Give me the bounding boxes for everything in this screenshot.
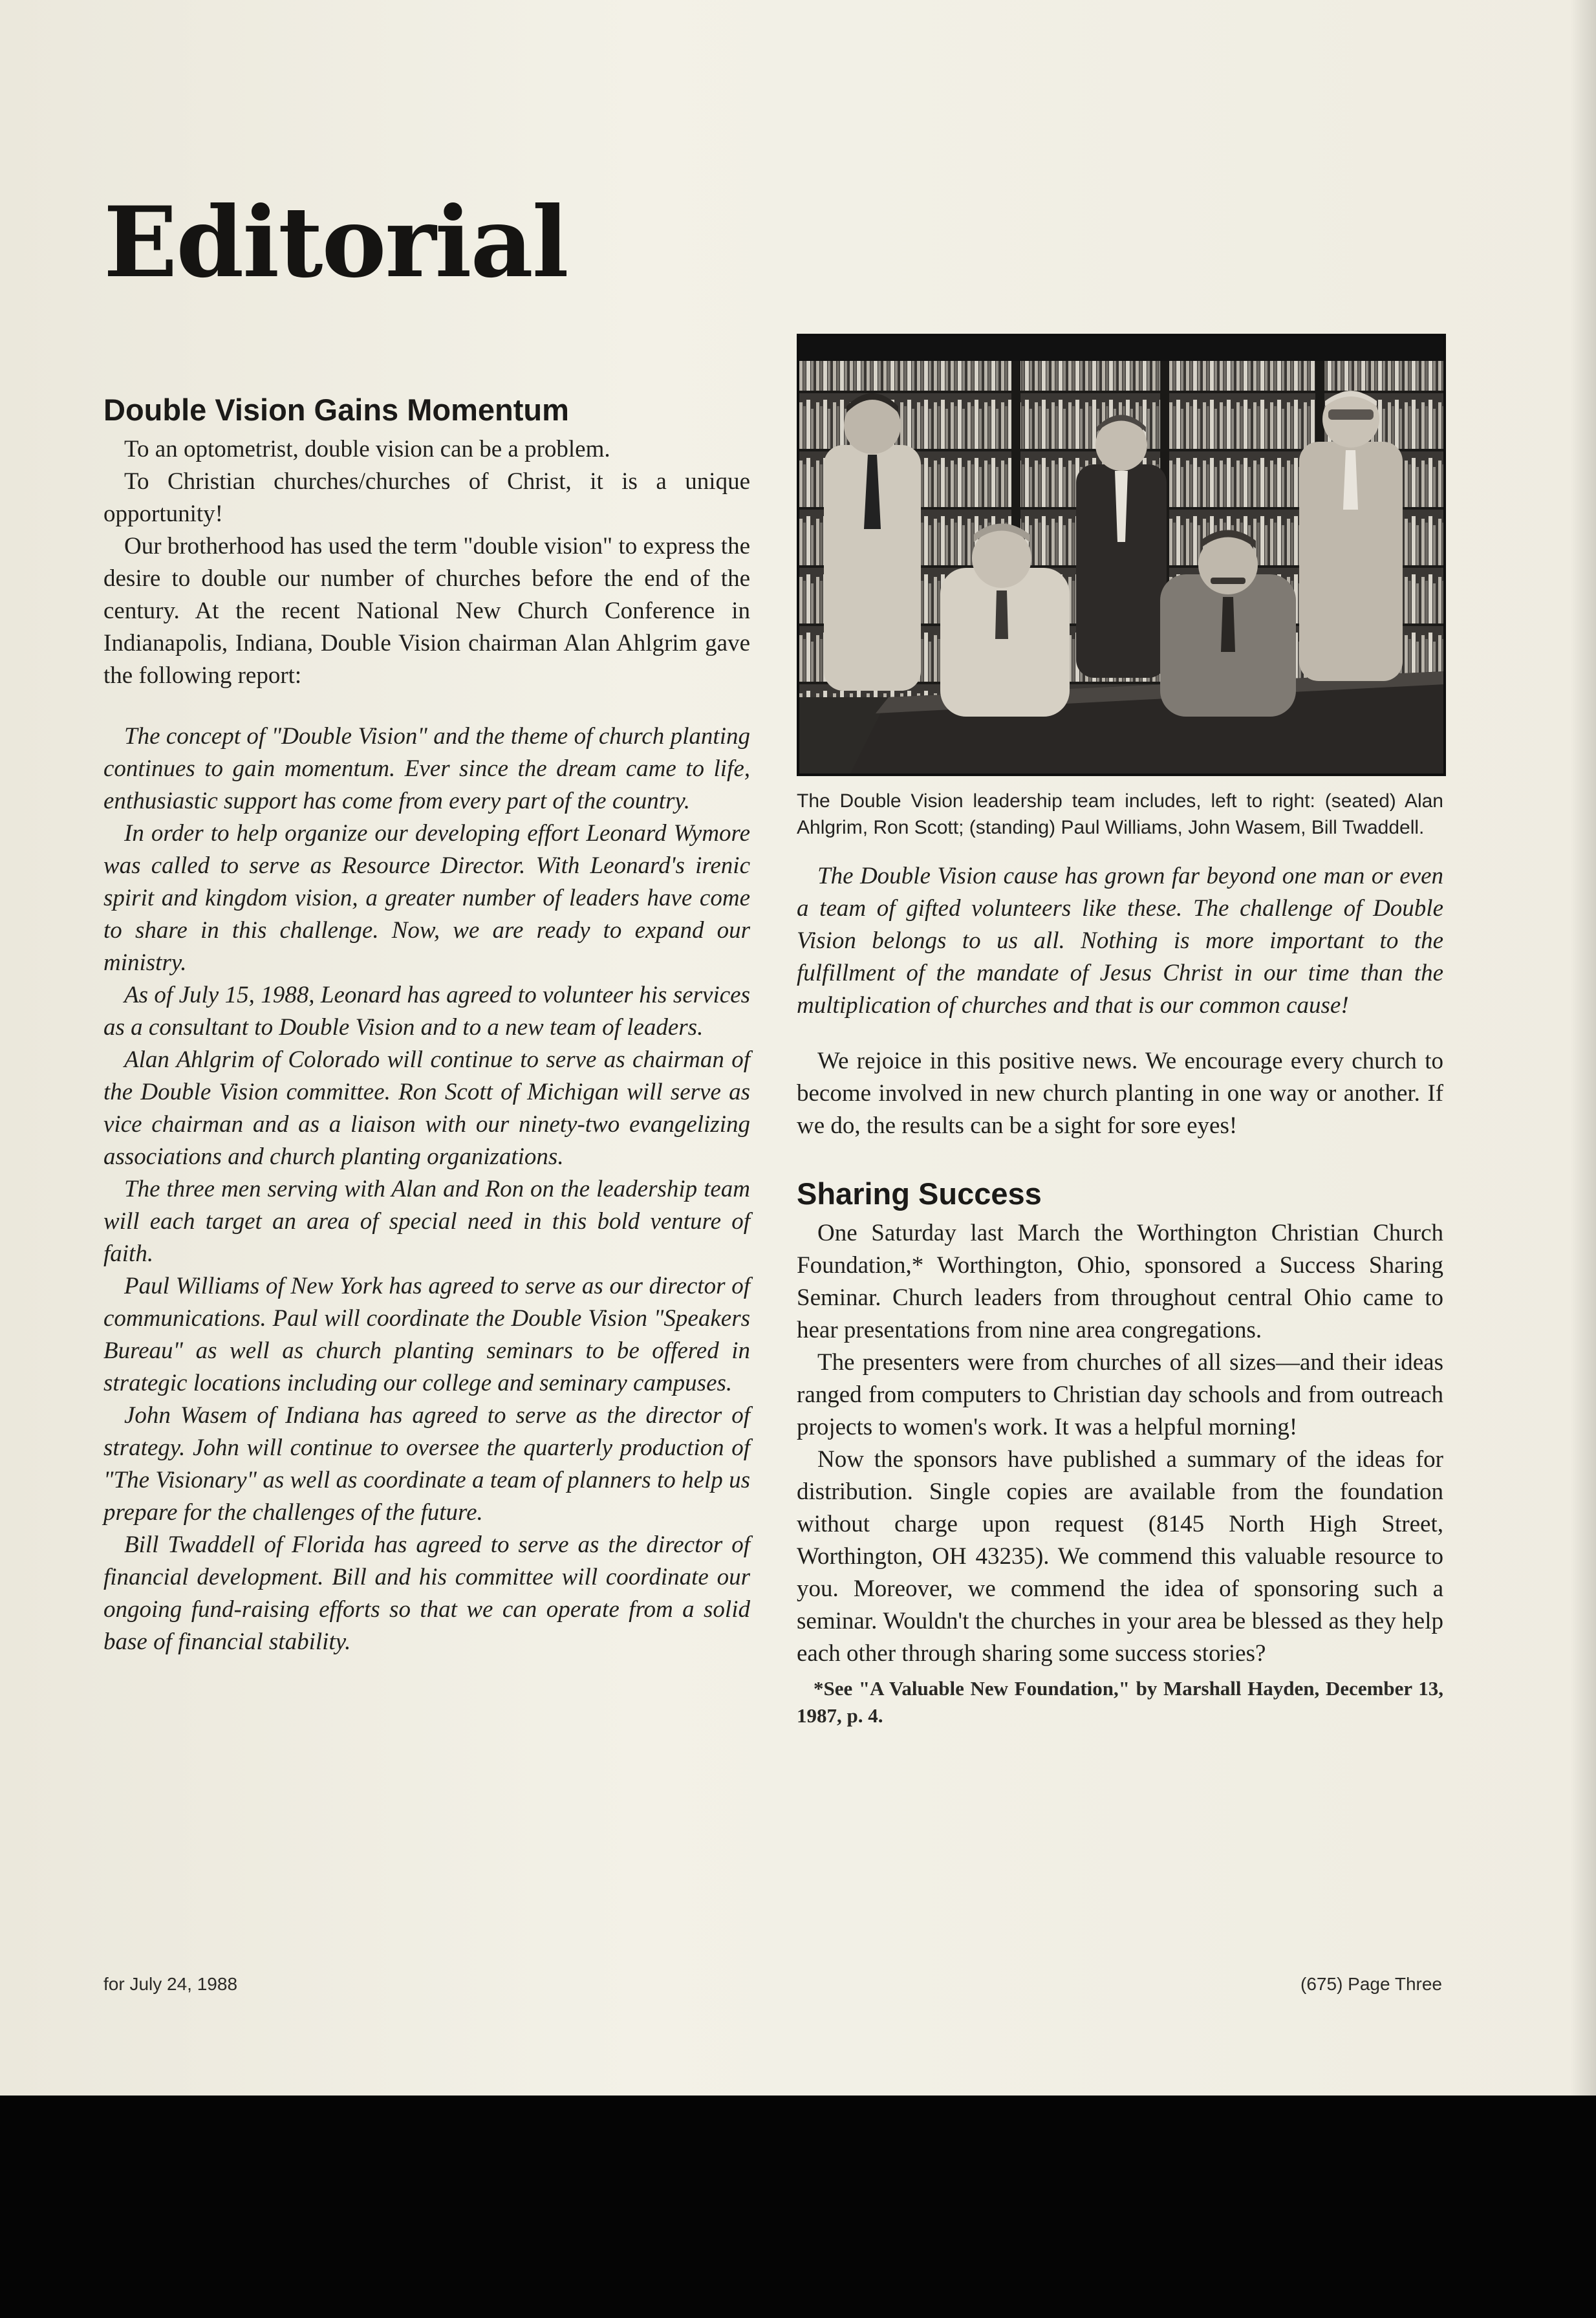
intro-paragraph: Our brotherhood has used the term "double vision" to express the desire to double our number of churches before the end of the century. At the recent National New Church Conference in Indianapolis, Indiana, Double Vision chairman Alan Ahlgrim gave the following report: [103,532,750,689]
intro-paragraph: To an optometrist, double vision can be a problem. [124,435,610,462]
footer-date: for July 24, 1988 [103,1974,238,1994]
sharing-paragraph: One Saturday last March the Worthington Christian Church Foundation,* Worthington, Ohio, sponsored a Success Sharing Seminar. Church leaders from throughout central Ohio came to hear presentations from nine area congregations. [797,1219,1443,1343]
report-paragraph: John Wasem of Indiana has agreed to serve as the director of strategy. John will continue to oversee the quarterly production of "The Visionary" as well as coordinate a team of planners to help us prepare for the challenges of the future. [103,1402,750,1526]
section-heading-double-vision: Double Vision Gains Momentum [103,393,569,427]
footnote: *See "A Valuable New Foundation," by Marshall Hayden, December 13, 1987, p. 4. [797,1676,1443,1727]
report-paragraph: Alan Ahlgrim of Colorado will continue to serve as chairman of the Double Vision committee. Ron Scott of Michigan will serve as vice chairman and as a liaison with our ninety-two evangelizing associations and church planting organizations. [103,1046,750,1170]
report-paragraph: In order to help organize our developing effort Leonard Wymore was called to serve as Resource Director. With Leonard's irenic spirit and kingdom vision, a greater number of leaders have come to share in this challenge. Now, we are ready to expand our ministry. [103,819,750,976]
report-paragraph: Bill Twaddell of Florida has agreed to serve as the director of financial development. Bill and his committee will coordinate our ongoing fund-raising efforts so that we can operate from a solid base of financial stability. [103,1531,750,1655]
right-column [797,334,1443,1729]
scan-background [0,2096,1596,2318]
left-column [103,393,750,1658]
page-title: Editorial [103,186,568,299]
intro-paragraph: To Christian churches/churches of Christ, it is a unique opportunity! [103,468,750,527]
photo-caption: The Double Vision leadership team includes, left to right: (seated) Alan Ahlgrim, Ron Scott; (standing) Paul Williams, John Wasem, Bill Twaddell. [797,790,1443,838]
section-heading-sharing-success: Sharing Success [797,1176,1042,1211]
sharing-paragraph: The presenters were from churches of all sizes—and their ideas ranged from computers to Christian day schools and from outreach projects to women's work. It was a helpful morning! [797,1349,1443,1440]
footer-page-number: (675) Page Three [1300,1974,1442,1994]
conclusion-paragraph: The Double Vision cause has grown far beyond one man or even a team of gifted volunteers like these. The challenge of Double Vision belongs to us all. Nothing is more important to the fulfillment of the mandate of Jesus Christ in our time than the multiplication of churches and that is our common cause! [797,863,1443,1019]
photo-illustration [798,335,1445,775]
closing-paragraph: We rejoice in this positive news. We encourage every church to become involved in new church planting in one way or another. If we do, the results can be a sight for sore eyes! [797,1048,1443,1139]
report-paragraph: Paul Williams of New York has agreed to serve as our director of communications. Paul will coordinate the Double Vision "Speakers Bureau" as well as church planting seminars to be offered in strategic locations including our college and seminary campuses. [103,1272,750,1396]
report-paragraph: The concept of "Double Vision" and the theme of church planting continues to gain momentum. Ever since the dream came to life, enthusiastic support has come from every part of the country. [103,722,750,814]
report-paragraph: As of July 15, 1988, Leonard has agreed to volunteer his services as a consultant to Double Vision and to a new team of leaders. [103,981,750,1041]
leadership-team-photo [797,334,1446,776]
page-edge-shadow [1570,0,1596,2096]
sharing-paragraph: Now the sponsors have published a summary of the ideas for distribution. Single copies are available from the foundation without charge upon request (8145 North High Street, Worthington, OH 43235). We commend this valuable resource to you. Moreover, we commend the idea of sponsoring such a seminar. Wouldn't the churches in your area be blessed as they help each other through sharing some success stories? [797,1446,1443,1667]
report-paragraph: The three men serving with Alan and Ron on the leadership team will each target an area of special need in this bold venture of faith. [103,1175,750,1267]
